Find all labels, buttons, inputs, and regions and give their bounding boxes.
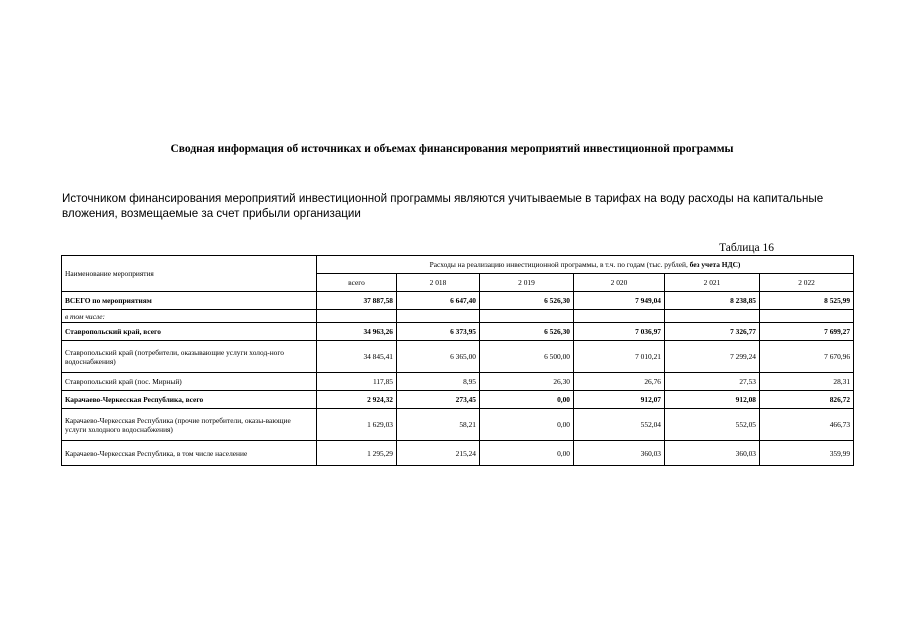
value-cell: 8,95 bbox=[397, 373, 480, 391]
table-row bbox=[62, 391, 854, 409]
value-cell: 912,08 bbox=[665, 391, 760, 409]
column-header: 2 020 bbox=[574, 274, 665, 292]
value-cell: 6 365,00 bbox=[397, 341, 480, 373]
column-header: всего bbox=[317, 274, 397, 292]
table-row bbox=[62, 441, 854, 466]
value-cell: 360,03 bbox=[574, 441, 665, 466]
value-cell: 58,21 bbox=[397, 409, 480, 441]
row-name-cell: Карачаево-Черкесская Республика, в том числе население bbox=[62, 441, 317, 466]
column-header: 2 021 bbox=[665, 274, 760, 292]
value-cell bbox=[760, 310, 854, 323]
row-name-cell: Ставропольский край, всего bbox=[62, 323, 317, 341]
value-cell: 7 036,97 bbox=[574, 323, 665, 341]
value-cell: 8 525,99 bbox=[760, 292, 854, 310]
value-cell bbox=[397, 310, 480, 323]
value-cell: 6 647,40 bbox=[397, 292, 480, 310]
document-title: Сводная информация об источниках и объемах финансирования мероприятий инвестиционной программы bbox=[170, 143, 734, 155]
table-row bbox=[62, 409, 854, 441]
column-header: 2 022 bbox=[760, 274, 854, 292]
value-cell: 6 500,00 bbox=[480, 341, 574, 373]
header-vat-text: без учета НДС) bbox=[689, 260, 741, 269]
table-number-label: Таблица 16 bbox=[719, 242, 774, 254]
value-cell: 912,07 bbox=[574, 391, 665, 409]
value-cell: 2 924,32 bbox=[317, 391, 397, 409]
value-cell: 1 629,03 bbox=[317, 409, 397, 441]
column-header: 2 018 bbox=[397, 274, 480, 292]
value-cell: 7 699,27 bbox=[760, 323, 854, 341]
value-cell bbox=[574, 310, 665, 323]
value-cell: 0,00 bbox=[480, 391, 574, 409]
header-name-cell: Наименование мероприятия bbox=[62, 256, 317, 292]
value-cell: 7 299,24 bbox=[665, 341, 760, 373]
table-row bbox=[62, 373, 854, 391]
row-name-cell: Ставропольский край (потребители, оказывающие услуги холод-ного водоснабжения) bbox=[62, 341, 317, 373]
table-row bbox=[62, 292, 854, 310]
value-cell: 359,99 bbox=[760, 441, 854, 466]
value-cell: 117,85 bbox=[317, 373, 397, 391]
value-cell: 26,76 bbox=[574, 373, 665, 391]
value-cell: 7 010,21 bbox=[574, 341, 665, 373]
row-name-cell: в том числе: bbox=[62, 310, 317, 323]
row-name-cell: ВСЕГО по мероприятиям bbox=[62, 292, 317, 310]
value-cell: 552,04 bbox=[574, 409, 665, 441]
column-header: 2 019 bbox=[480, 274, 574, 292]
financing-table bbox=[61, 255, 854, 466]
value-cell: 28,31 bbox=[760, 373, 854, 391]
table-row bbox=[62, 310, 854, 323]
value-cell: 8 238,85 bbox=[665, 292, 760, 310]
value-cell bbox=[665, 310, 760, 323]
value-cell: 7 949,04 bbox=[574, 292, 665, 310]
header-group-cell bbox=[317, 256, 854, 274]
table-row bbox=[62, 341, 854, 373]
value-cell: 466,73 bbox=[760, 409, 854, 441]
value-cell: 37 887,58 bbox=[317, 292, 397, 310]
value-cell: 273,45 bbox=[397, 391, 480, 409]
value-cell: 215,24 bbox=[397, 441, 480, 466]
value-cell: 34 845,41 bbox=[317, 341, 397, 373]
value-cell: 552,05 bbox=[665, 409, 760, 441]
row-name-cell: Ставропольский край (пос. Мирный) bbox=[62, 373, 317, 391]
value-cell: 0,00 bbox=[480, 409, 574, 441]
value-cell: 7 670,96 bbox=[760, 341, 854, 373]
value-cell: 27,53 bbox=[665, 373, 760, 391]
value-cell: 360,03 bbox=[665, 441, 760, 466]
table-row bbox=[62, 323, 854, 341]
value-cell: 7 326,77 bbox=[665, 323, 760, 341]
value-cell: 0,00 bbox=[480, 441, 574, 466]
value-cell: 34 963,26 bbox=[317, 323, 397, 341]
value-cell: 1 295,29 bbox=[317, 441, 397, 466]
value-cell: 26,30 bbox=[480, 373, 574, 391]
row-name-cell: Карачаево-Черкесская Республика, всего bbox=[62, 391, 317, 409]
value-cell: 826,72 bbox=[760, 391, 854, 409]
value-cell: 6 526,30 bbox=[480, 292, 574, 310]
intro-paragraph: Источником финансирования мероприятий инвестиционной программы являются учитываемые в тарифах на воду расходы на капитальные вложения, возмещаемые за счет прибыли организации bbox=[62, 192, 824, 220]
value-cell: 6 526,30 bbox=[480, 323, 574, 341]
value-cell bbox=[317, 310, 397, 323]
value-cell: 6 373,95 bbox=[397, 323, 480, 341]
header-group-text: Расходы на реализацию инвестиционной программы, в т.ч. по годам (тыс. рублей, bbox=[429, 260, 690, 269]
row-name-cell: Карачаево-Черкесская Республика (прочие потребители, оказы-вающие услуги холодного водоснабжения) bbox=[62, 409, 317, 441]
value-cell bbox=[480, 310, 574, 323]
